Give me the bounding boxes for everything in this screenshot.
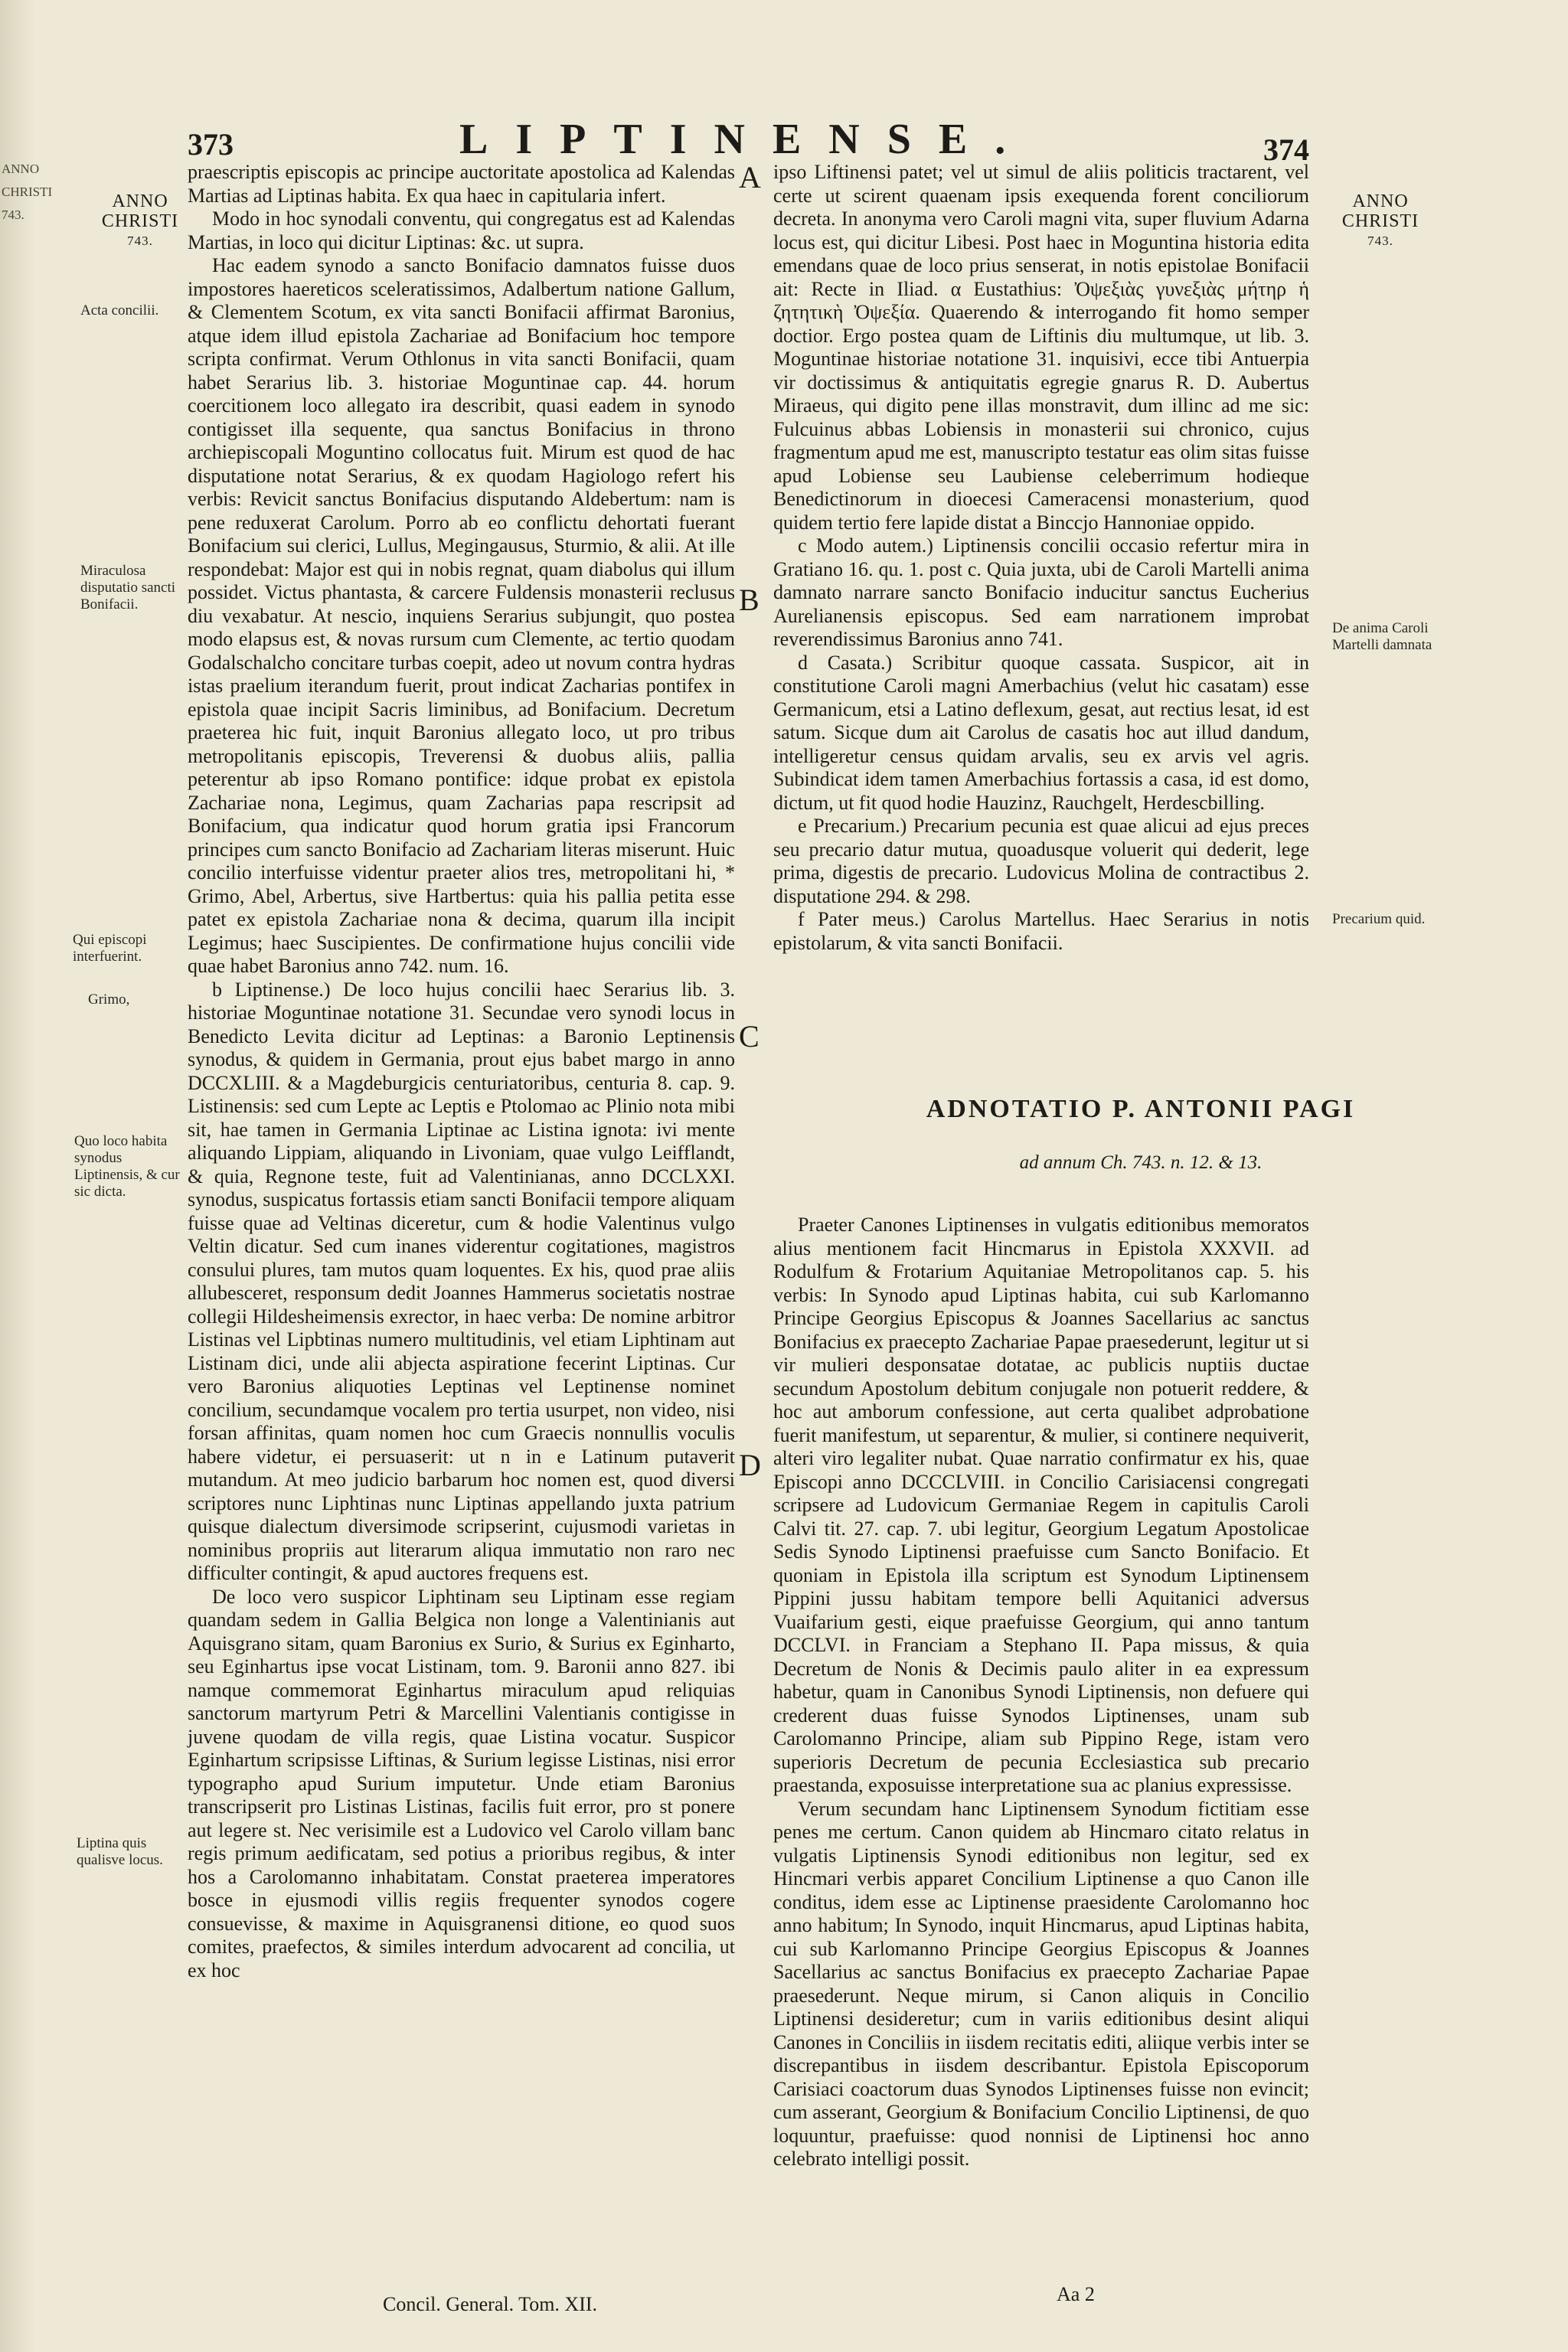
- adnotatio-title: ADNOTATIO P. ANTONII PAGI: [926, 1095, 1356, 1123]
- anno-year: 743.: [127, 234, 153, 248]
- anno-label: ANNO: [1352, 191, 1409, 211]
- section-letter-a: A: [739, 160, 761, 194]
- paragraph: b Liptinense.) De loco hujus concilii haec Serarius lib. 3. historiae Moguntinae notatione 31. Secundae vero synodi locus in Benedicto Levita dicitur ad Leptinas: a Baronio Leptinensis synodus, & quidem in Germania, prout ejus babet margo in anno DCCXLIII. & a Magdeburgicis centuriatoribus, centuria 8. cap. 9. Listinensis: sed cum Lepte ac Leptis e Ptolomao ac Plinio nota mibi sit, hae tamen in Germania Liptinae ac Listina ignota: ivi mente aliquando Lippiam, aliquando in Livoniam, quae vulgo Leifflandt, & quia, Regnone teste, fuit ad Valentinianas, anno DCCLXXI. synodus, suspicatus fortassis etiam sancti Bonifacii tempore aliquam fuisse quae ad Veltinas diceretur, cum & hodie Valentinus vulgo Veltin dicatur. Sed cum inanes viderentur cogitationes, magistros consului plures, tam mutos quam loquentes. Ex his, quod prae aliis allubesceret, responsum dedit Joannes Hammerus societatis nostrae collegii Hildesheimensis exrector, in haec verba: De nomine arbitror Listinas vel Lipbtinas numero multitudinis, vel etiam Liphtinam aut Listinam dici, unde alii abjecta aspiratione fecerint Liptinas. Cur vero Baronius aliquoties Leptinas vel Leptinense nominet concilium, secundamque vocalem pro tertia usurpet, non video, nisi forsan affinitas, quam nomen hoc cum Graecis nonnullis voculis habere videtur, ei persuaserit: ut n in e Latinum putaverit mutandum. At meo judicio barbarum hoc nomen est, quod diversi scriptores nunc Liphtinas nunc Liptinas appellando juxta patrium quisque dialectum diversimode scripserint, cujusmodi varietas in nominibus propriis aut literarum aliqua immutatio non raro nec difficulter contingit, & apud auctores frequens est.: [188, 978, 735, 1584]
- paragraph: Praeter Canones Liptinenses in vulgatis editionibus memoratos alius mentionem facit Hincmarus in Epistola XXXVII. ad Rodulfum & Frotarium Aquitaniae Metropolitanos cap. 5. his verbis: In Synodo apud Liptinas habita, cui sub Karlomanno Principe Georgius Episcopus & Joannes Sacellarius ac sanctus Bonifacius ex praecepto Zachariae Papae praesederunt, legitur ut si vir mulieri desponsatae dotatae, ac publicis nuptiis ductae secundum Apostolum debitum conjugale non potuerit reddere, & hoc aut amborum confessione, aut certa qualibet adprobatione fuerit manifestum, ut separentur, & mulier, si continere nequiverit, alteri viro legaliter nubat. Quae narratio confirmatur ex his, quae Episcopi anno DCCCLVIII. in Concilio Carisiacensi congregati scripsere ad Ludovicum Germaniae Regem in capitulis Caroli Calvi tit. 27. cap. 7. ubi legitur, Georgium Legatum Apostolicae Sedis Synodo Liptinensi praefuisse cum Sancto Bonifacio. Et quoniam in Epistola illa scriptum est Synodum Liptinensem Pippini jussu habitam tempore belli Aquitanici adversus Vuaifarium gesti, eique praefuisse Georgium, qui anno tantum DCCLVI. in Franciam a Stephano II. Papa missus, & quia Decretum de Nonis & Decimis paulo aliter in ea expressum habetur, quam in Canonibus Synodi Liptinensis, non defuere qui crederent duas fuisse Synodos Liptinenses, unam sub Carolomanno Principe, aliam sub Pippino Rege, istam vero superioris Decretum de pecunia Ecclesiastica sub precario praestanda, exposuisse interpretatione sua ac planius expressisse.: [773, 1214, 1309, 1796]
- anno-year: 743.: [1367, 234, 1393, 248]
- paragraph: Modo in hoc synodali conventu, qui congregatus est ad Kalendas Martias, in loco qui dicitur Liptinas: &c. ut supra.: [188, 207, 735, 253]
- gutter-fragment: 743.: [2, 207, 24, 222]
- christi-label: CHRISTI: [1341, 211, 1419, 231]
- left-text-column: [188, 161, 735, 2282]
- christi-label: CHRISTI: [101, 211, 179, 231]
- anno-label: ANNO: [112, 191, 168, 211]
- signature-mark: Aa 2: [1057, 2283, 1095, 2305]
- margin-note: Precarium quid.: [1332, 911, 1426, 927]
- adnotatio-subtitle: ad annum Ch. 743. n. 12. & 13.: [1019, 1152, 1263, 1173]
- margin-note: De anima Caroli Martelli damnata: [1332, 620, 1432, 653]
- margin-note: Acta concilii.: [80, 302, 159, 318]
- paragraph: De loco vero suspicor Liphtinam seu Liptinam esse regiam quandam sedem in Gallia Belgica non longe a Valentinianis aut Aquisgrano sitam, quam Baronius ex Surio, & Surius ex Eginharto, seu Eginhartus ipse vocat Listinam, tom. 9. Baronii anno 827. ibi namque commemorat Eginhartus miraculum apud reliquias sanctorum martyrum Petri & Marcellini Valentianis contigisse in juvene quodam de villa regis, quae Listina vocatur. Suspicor Eginhartum scripsisse Liftinas, & Surium legisse Listinas, nisi error typographo apud Surium imputetur. Unde etiam Baronius transcripserit pro Listinas Listinas, facilis fuit error, pro st ponere aut legere st. Nec verisimile est a Ludovico vel Carolo villam banc regis primum aedificatam, sed potius a prioribus regibus, & inter hos a Carolomanno inhabitatam. Constat praeterea imperatores bosce in ejusmodi villis regiis frequenter synodos cogere consuevisse, & maxime in Aquisgranensi ditione, eo quod suos comites, praefectos, & similes interdum advocarent ad concilia, ut ex hoc: [188, 1585, 735, 1981]
- binding-gutter: [0, 0, 53, 2352]
- margin-note: Qui episcopi interfuerint.: [73, 932, 147, 965]
- section-letter-b: B: [739, 583, 760, 617]
- paragraph: c Modo autem.) Liptinensis concilii occasio refertur mira in Gratiano 16. qu. 1. post c. Quia juxta, ubi de Caroli Martelli anima damnato narrare sancto Bonifacio inducitur sanctus Eucherius Aurelianensis episcopus. Sed eam narrationem improbat reverendissimus Baronius anno 741.: [773, 534, 1309, 650]
- paragraph: Verum secundam hanc Liptinensem Synodum fictitiam esse penes me certum. Canon quidem ab Hincmaro citato relatus in vulgatis Liptinensis Synodi editionibus non legitur, sed ex Hincmari verbis apparet Concilium Liptinense a quo Canon ille conditus, idem esse ac Liptinense praesidente Carolomanno hoc anno habitum; In Synodo, inquit Hincmarus, apud Liptinas habita, cui sub Karlomanno Principe Georgius Episcopus & Joannes Sacellarius ac sanctus Bonifacius ex praecepto Zachariae Papae praesederunt. Neque mirum, si Canon aliquis in Concilio Liptinensi desideretur; cum in variis editionibus desint aliqui Canones in Conciliis in iisdem recitatis editi, aliique verbis inter se discrepantibus in iisdem describantur. Epistola Episcoporum Carisiaci coactorum duas Synodos Liptinenses fuisse non evincit; cum asserant, Georgium & Bonifacium Concilio Liptinensi, de quo loquuntur, praefuisse: quod nonnisi de Liptinensi hoc anno celebrato intelligi possit.: [773, 1797, 1309, 2170]
- paragraph: f Pater meus.) Carolus Martellus. Haec Serarius in notis epistolarum, & vita sancti Bonifacii.: [773, 908, 1309, 954]
- paragraph: e Precarium.) Precarium pecunia est quae alicui ad ejus preces seu precario datur mutua, quoadusque voluerit qui dederit, lege prima, digestis de precario. Ludovicus Molina de contractibus 2. disputatione 294. & 298.: [773, 815, 1309, 907]
- paragraph: d Casata.) Scribitur quoque cassata. Suspicor, ait in constitutione Caroli magni Amerbachius (velut hic casatam) esse Germanicum, etsi a Latino deflexum, gesat, aut rectius lesat, id est satum. Sicque dum ait Carolus de casatis hoc aut illud dandum, intelligeretur census quidam arvalis, seu ex arvis vel agris. Subindicat idem tamen Amerbachius fortassis a casa, id est domo, dictum, ut fit quod hodie Hauzinz, Rauchgelt, Herdescbilling.: [773, 651, 1309, 814]
- anno-christi-left: [90, 191, 190, 251]
- page-number-left: 373: [188, 127, 234, 162]
- paragraph: Hac eadem synodo a sancto Bonifacio damnatos fuisse duos impostores haereticos sceleratissimos, Adalbertum natione Gallum, & Clementem Scotum, ex vita sancti Bonifacii affirmat Baronius, atque idem illud epistola Zachariae ad Bonifacium hoc tempore scripta confirmat. Verum Othlonus in vita sancti Bonifacii, quam habet Serarius lib. 3. historiae Moguntinae cap. 44. horum coercitionem loco allegato ira describit, quasi eadem in synodo contigisset illa sequente, qua sanctus Bonifacius in throno archiepiscopali Moguntino collocatus fuit. Mirum est quod de hac disputatione notat Serarius, & ex quodam Hagiologo refert his verbis: Revicit sanctus Bonifacius disputando Aldebertum: nam is pene reduxerat Carolum. Porro ab eo conflictu dehortati fuerant Bonifacium sui clerici, Lullus, Megingausus, Sturmio, & alii. At ille respondebat: Major est qui in nobis regnat, quam diabolus qui illum possidet. Victus phantasta, & carcere Fuldensis monasterii reclusus diu vexabatur. At nescio, inquiens Serarius subjungit, quo postea modo elapsus est, & novas rursum cum Clemente, ac tertio quodam Godalschalcho concitare turbas coepit, adeo ut novum contra hydras istas praelium iterandum fuerit, prout indicat Zacharias pontifex in epistola quae incipit Sacris liminibus, ad Bonifacium. Decretum praeterea hic fuit, inquit Baronius allegato loco, ut pro tribus metropolitanis episcopis, Treverensi & duobus aliis, pallia peterentur ab ipso Romano pontifice: idque probat ex epistola Zachariae nona, Legimus, quam Zacharias papa rescripsit ad Bonifacium, qua indicatur quod horum gratia ipsi Francorum principes cum sancto Bonifacio ad Zachariam literas miserunt. Huic concilio interfuisse videntur praeter alios tres, metropolitani hi, * Grimo, Abel, Arbertus, sive Hartbertus: quia his pallia petita esse patet ex epistola Zachariae nona & decima, quarum illa incipit Legimus; haec Suscipientes. De confirmatione hujus concilii vide quae habet Baronius anno 742. num. 16.: [188, 254, 735, 977]
- margin-note: Quo loco habita synodus Liptinensis, & cur sic dicta.: [74, 1133, 180, 1200]
- section-letter-c: C: [739, 1019, 760, 1054]
- margin-note: Liptina quis qualisve locus.: [77, 1835, 163, 1868]
- gutter-fragment: ANNO: [2, 162, 40, 176]
- anno-christi-right: [1331, 191, 1430, 251]
- margin-note: Miraculosa disputatio sancti Bonifacii.: [80, 563, 176, 612]
- section-letter-d: D: [739, 1448, 761, 1482]
- margin-note: Grimo,: [88, 991, 130, 1008]
- running-title: LIPTINENSE.: [459, 116, 1034, 163]
- adnotatio-body: [773, 1214, 1309, 2274]
- paragraph: ipso Liftinensi patet; vel ut simul de aliis politicis tractarent, vel certe ut scirent quaenam ipsis exequenda forent conciliorum decreta. In anonyma vero Caroli magni vita, super fluvium Adarna locus est, qui dicitur Libesi. Post haec in Moguntina historia edita emendans quae de loco prius senserat, in notis epistolae Bonifacii ait: Recte in Iliad. α Eustathius: Ὀψεξιὰς γυνεξιὰς μήτηρ ἡ ζητητικὴ Ὀψεξία. Quaerendo & interrogando fit homo semper doctior. Ergo postea quam de Liftinis diu multumque, ut lib. 3. Moguntinae historiae notatione 31. inquisivi, ecce tibi Antuerpia vir doctissimus & antiquitatis egregie gnarus R. D. Aubertus Miraeus, qui digito pene illas monstravit, dum illinc ad me sic: Fulcuinus abbas Lobiensis in monasterii sui chronico, cujus fragmentum apud me est, manuscripto testatur eas olim sitas fuisse apud Lobiense seu Laubiense celeberrimum hodieque Benedictinorum in dioecesi Cameracensi monasterium, quod quidem tertio fere lapide distat a Binccjo Hannoniae oppido.: [773, 161, 1309, 534]
- footer-volume: Concil. General. Tom. XII.: [383, 2293, 598, 2315]
- paragraph: praescriptis episcopis ac principe auctoritate apostolica ad Kalendas Martias ad Liptinas habita. Ex qua haec in capitularia infert.: [188, 161, 735, 207]
- page-number-right: 374: [1263, 132, 1309, 167]
- right-text-column: [773, 161, 1309, 1072]
- gutter-fragment: CHRISTI: [2, 185, 53, 199]
